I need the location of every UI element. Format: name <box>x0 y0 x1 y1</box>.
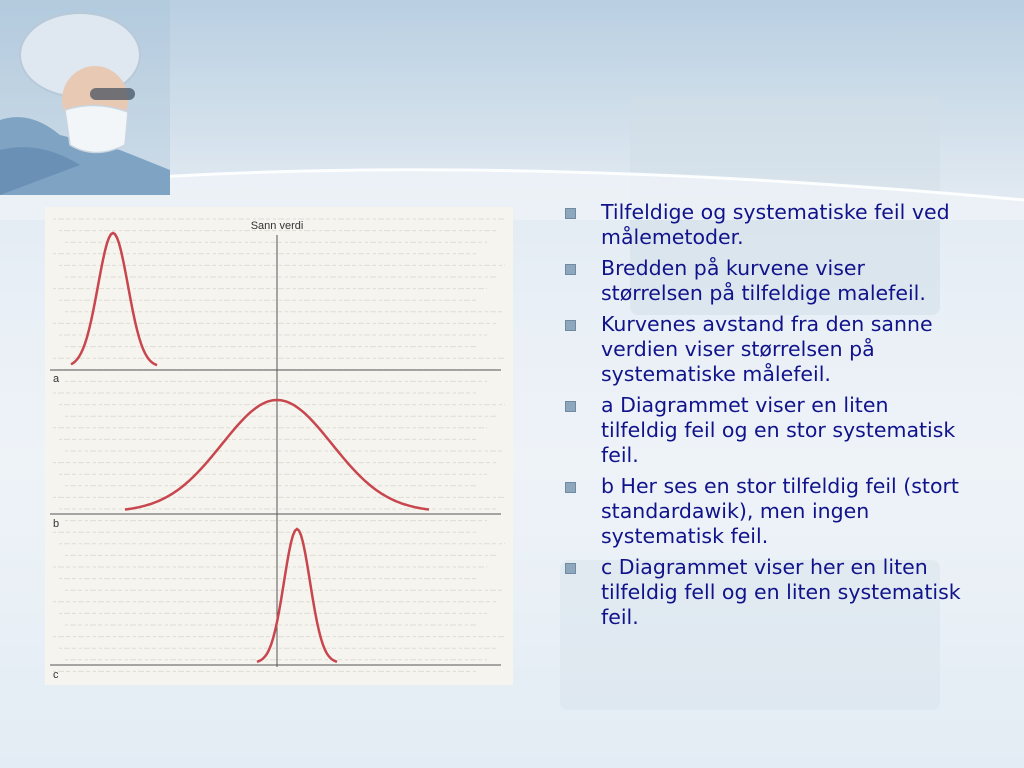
list-item <box>565 200 965 250</box>
list-item <box>565 474 965 549</box>
list-item <box>565 256 965 306</box>
bullet-text: b Her ses en stor tilfeldig feil (stort standardawik), men ingen systematisk feil. <box>601 474 959 548</box>
figure-title: Sann verdi <box>250 220 304 232</box>
list-item <box>565 312 965 387</box>
square-bullet-icon <box>565 320 576 331</box>
list-item <box>565 393 965 468</box>
panel-a-label: a <box>53 373 60 385</box>
square-bullet-icon <box>565 264 576 275</box>
panel-b-label: b <box>53 518 60 530</box>
bullet-text: Bredden på kurvene viser størrelsen på tilfeldige malefeil. <box>601 256 926 305</box>
distribution-figure <box>45 207 513 685</box>
surgeon-photo <box>0 0 170 195</box>
curve-a <box>71 233 157 365</box>
bullet-list <box>565 200 965 636</box>
bullet-text: c Diagrammet viser her en liten tilfeldig fell og en liten systematisk feil. <box>601 555 961 629</box>
figure-panel <box>45 207 513 685</box>
square-bullet-icon <box>565 482 576 493</box>
bullet-text: Kurvenes avstand fra den sanne verdien viser størrelsen på systematiske målefeil. <box>601 312 933 386</box>
curve-c <box>257 529 337 662</box>
bullet-text: a Diagrammet viser en liten tilfeldig feil og en stor systematisk feil. <box>601 393 956 467</box>
square-bullet-icon <box>565 208 576 219</box>
square-bullet-icon <box>565 563 576 574</box>
panel-c-label: c <box>53 669 59 681</box>
square-bullet-icon <box>565 401 576 412</box>
list-item <box>565 555 965 630</box>
bullet-text: Tilfeldige og systematiske feil ved målemetoder. <box>601 200 950 249</box>
